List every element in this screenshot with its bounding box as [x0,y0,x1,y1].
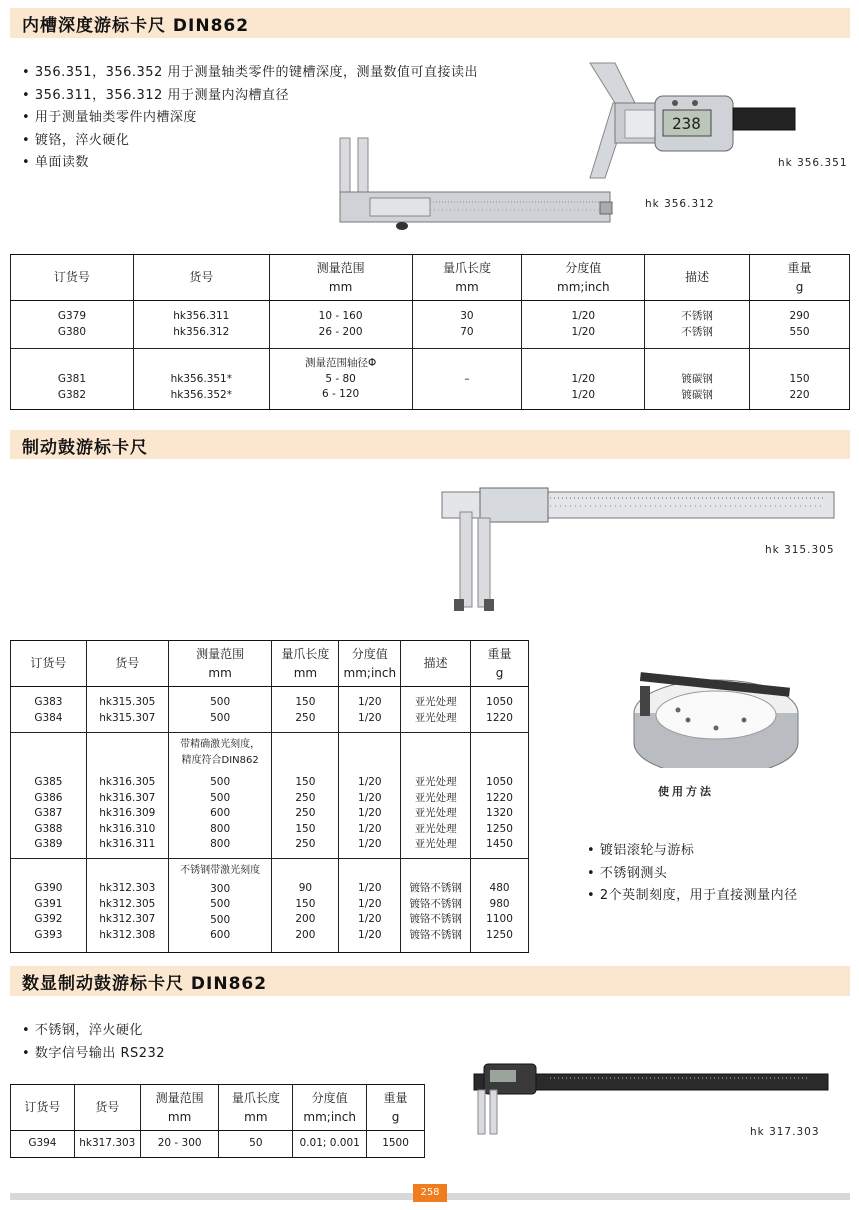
section-header-3 [10,966,850,996]
table-row: G390 G391 G392 G393 hk312.303 hk312.305 hk312.307 hk312.308 不锈钢带激光刻度 300 500 500 600 90 150 200 200 1/20 1/20 1/20 1/20 镀铬不锈钢 镀铬不锈钢 镀铬不锈钢 镀铬不锈钢 480 980 1100 1250 [11,859,529,953]
groove-caliper-image [330,130,620,235]
feature-item: • 镀铬，淬火硬化 [22,130,478,153]
col-header: 描述 [645,255,750,301]
col-header: 货号 [133,255,269,301]
feature-item: • 2个英制刻度，用于直接测量内径 [587,885,798,908]
col-header: 量爪长度 mm [272,641,339,687]
col-header: 重量 g [750,255,850,301]
section-title-3: 数显制动鼓游标卡尺 DIN862 [22,974,268,994]
table-header-row [11,255,850,301]
table-row: G381 G382 hk356.351* hk356.352* 测量范围轴径Φ 5 - 80 6 - 120 – 1/20 1/20 镀碳钢 镀碳钢 150 220 [11,349,850,410]
section-header-1 [10,8,850,38]
col-header: 测量范围 mm [269,255,412,301]
col-header: 重量 g [471,641,529,687]
spec-table-1 [10,254,850,410]
table-row: G394 hk317.303 20 - 300 50 0.01; 0.001 1500 [11,1131,425,1158]
col-header: 测量范围 mm [168,641,272,687]
table-row: G379 G380 hk356.311 hk356.312 10 - 160 26 - 200 30 70 1/20 1/20 不锈钢 不锈钢 290 550 [11,301,850,349]
feature-item: • 数字信号输出 RS232 [22,1043,165,1066]
section-title-2: 制动鼓游标卡尺 [22,438,148,458]
col-header: 量爪长度 mm [219,1085,293,1131]
usage-illustration-image [628,668,803,768]
table-header-row [11,1085,425,1131]
col-header: 测量范围 mm [140,1085,219,1131]
product-code-label: hk 356.351 [778,157,848,169]
col-header: 分度值 mm;inch [339,641,401,687]
table-row: G383 G384 hk315.305 hk315.307 500 500 150 250 1/20 1/20 亚光处理 亚光处理 1050 1220 [11,687,529,733]
feature-item: • 356.311，356.312 用于测量内沟槽直径 [22,85,478,108]
caliper-display-value: 238 [672,114,701,133]
product-code-label: hk 315.305 [765,544,835,556]
col-header: 货号 [86,641,168,687]
col-header: 分度值 mm;inch [293,1085,367,1131]
spec-table-2 [10,640,529,953]
feature-item: • 356.351，356.352 用于测量轴类零件的键槽深度，测量数值可直接读出 [22,62,478,85]
page-number: 258 [413,1184,447,1202]
table-row: G385 G386 G387 G388 G389 hk316.305 hk316.307 hk316.309 hk316.310 hk316.311 带精确激光刻度， 精度符合DIN862 500 500 600 800 800 150 250 250 150 250 1/20 1/20 1/20 1/20 1/20 亚光处理 亚光处理 亚光处理 亚光处理 亚光处理 1050 1220 1320 1250 1450 [11,733,529,859]
feature-item: • 不锈钢，淬火硬化 [22,1020,165,1043]
col-header: 描述 [401,641,471,687]
feature-list-3 [22,1020,165,1065]
col-header: 分度值 mm;inch [522,255,645,301]
spec-table-3 [10,1084,425,1158]
col-header: 订货号 [11,1085,75,1131]
feature-item: • 单面读数 [22,152,478,175]
table-header-row [11,641,529,687]
col-header: 货号 [74,1085,140,1131]
section-title-1: 内槽深度游标卡尺 DIN862 [22,16,250,36]
feature-item: • 用于测量轴类零件内槽深度 [22,107,478,130]
feature-item: • 不锈钢测头 [587,863,798,886]
col-header: 订货号 [11,255,134,301]
usage-caption: 使用方法 [658,785,714,798]
product-code-label: hk 317.303 [750,1126,820,1138]
col-header: 订货号 [11,641,87,687]
product-code-label: hk 356.312 [645,198,715,210]
col-header: 量爪长度 mm [412,255,522,301]
feature-list-2 [587,840,798,908]
col-header: 重量 g [367,1085,425,1131]
section-header-2 [10,430,850,459]
feature-item: • 镀铝滚轮与游标 [587,840,798,863]
